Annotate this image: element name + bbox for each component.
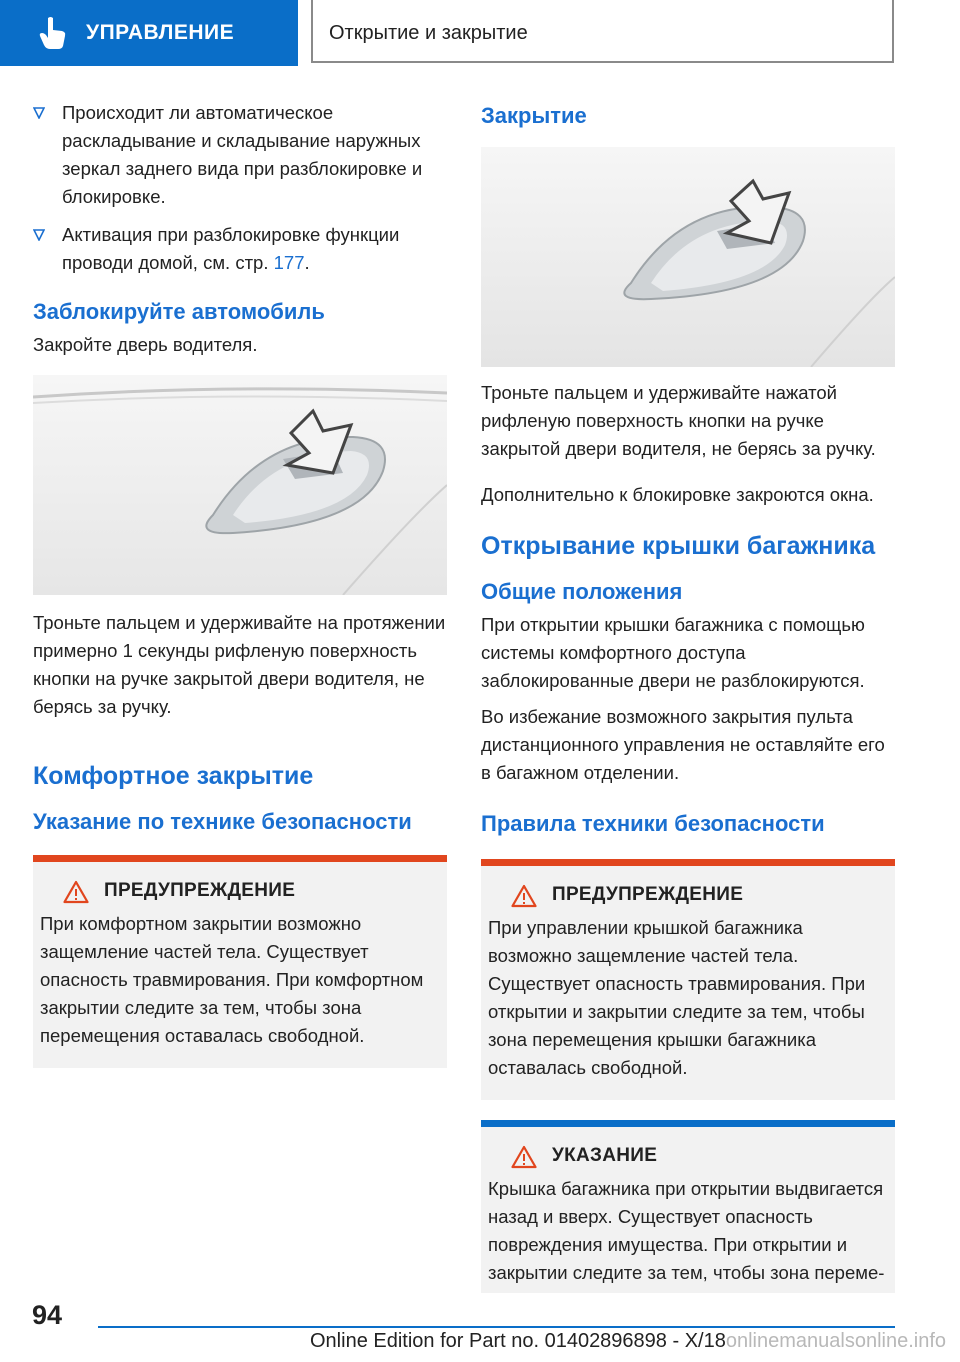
bullet-text: Происходит ли автоматическое раскладывание и складывание наружных зеркал заднего вида при разблокировке и блокировке.	[62, 102, 423, 207]
warning-box	[33, 855, 447, 1068]
list-item	[33, 221, 447, 277]
hand-pointer-icon	[38, 16, 68, 50]
close-heading: Закрытие	[481, 103, 587, 128]
page-number: 94	[32, 1300, 63, 1330]
close-extra: Дополнительно к блокировке закроются окна.	[481, 484, 874, 505]
rules-heading: Правила техники безопасности	[481, 811, 825, 836]
lock-text: Закройте дверь водителя.	[33, 334, 258, 355]
chapter-title: Открытие и закрытие	[329, 22, 528, 44]
chapter-header	[311, 0, 894, 63]
door-handle-photo	[481, 147, 895, 367]
warning-title: ПРЕДУПРЕЖДЕНИЕ	[104, 880, 296, 901]
close-caption: Троньте пальцем и удерживайте нажатой рифленую поверхность кнопки на ручке закрытой двери водителя, не берясь за ручку.	[481, 382, 876, 459]
general-paragraph-2: Во избежание возможного закрытия пульта дистанционного управления не оставляйте его в багажном отделении.	[481, 706, 885, 783]
section-label: УПРАВЛЕНИЕ	[86, 21, 235, 44]
warning-text: При комфортном закрытии возможно защемление частей тела. Существует опасность травмирования. При комфортном закрытии следите за тем, чтобы зона перемещения оставалась свободной.	[40, 913, 424, 1046]
lock-heading: Заблокируйте автомобиль	[33, 299, 325, 324]
warning-triangle-icon	[511, 884, 537, 908]
footer-edition	[310, 1330, 946, 1353]
triangle-bullet-icon	[33, 107, 45, 119]
warning-bar	[33, 855, 447, 862]
warning-triangle-icon	[63, 880, 89, 904]
triangle-bullet-icon	[33, 229, 45, 241]
door-handle-image	[481, 147, 895, 367]
safety-heading: Указание по технике безопасности	[33, 809, 412, 834]
warning-triangle-icon	[511, 1145, 537, 1169]
page-link-177[interactable]: 177	[273, 252, 305, 273]
notice-bar	[481, 1120, 895, 1127]
comfort-heading: Комфортное закрытие	[33, 762, 314, 790]
notice-title: УКАЗАНИЕ	[552, 1145, 658, 1166]
warning-title: ПРЕДУПРЕЖДЕНИЕ	[552, 884, 744, 905]
right-column	[481, 95, 895, 1293]
notice-box	[481, 1120, 895, 1293]
general-heading: Общие положения	[481, 579, 683, 604]
general-paragraph-1: При открытии крышки багажника с помощью системы комфортного доступа заблокированные двери не разблокируются.	[481, 614, 865, 691]
notice-text: Крышка багажника при открытии выдвигается назад и вверх. Существует опасность повреждения имущества. При открытии и закрытии следите за тем, чтобы зона переме-	[488, 1178, 885, 1283]
lock-caption: Троньте пальцем и удерживайте на протяжении примерно 1 секунды рифленую поверхность кнопки на ручке закрытой двери водителя, не берясь за ручку.	[33, 612, 446, 717]
trunk-heading: Открывание крышки багажника	[481, 532, 876, 560]
left-column	[33, 95, 447, 1068]
door-handle-image	[33, 375, 447, 595]
bullet-end: .	[304, 252, 310, 273]
list-item	[33, 99, 447, 211]
watermark: onlinemanualsonline.info	[725, 1330, 946, 1352]
warning-bar	[481, 859, 895, 866]
door-handle-photo	[33, 375, 447, 595]
edition-text: Online Edition for Part no. 01402896898 - X/18	[310, 1330, 726, 1352]
bullet-text: Активация при разблокировке функции проводи домой, см. стр.	[62, 224, 400, 273]
warning-box	[481, 859, 895, 1100]
footer-divider	[98, 1326, 895, 1328]
section-tab[interactable]	[0, 0, 298, 66]
warning-text: При управлении крышкой багажника возможно защемление частей тела. Существует опасность травмирования. При открытии и закрытии следите за тем, чтобы зона перемещения крышки багажника оставалась свободной.	[488, 917, 866, 1078]
